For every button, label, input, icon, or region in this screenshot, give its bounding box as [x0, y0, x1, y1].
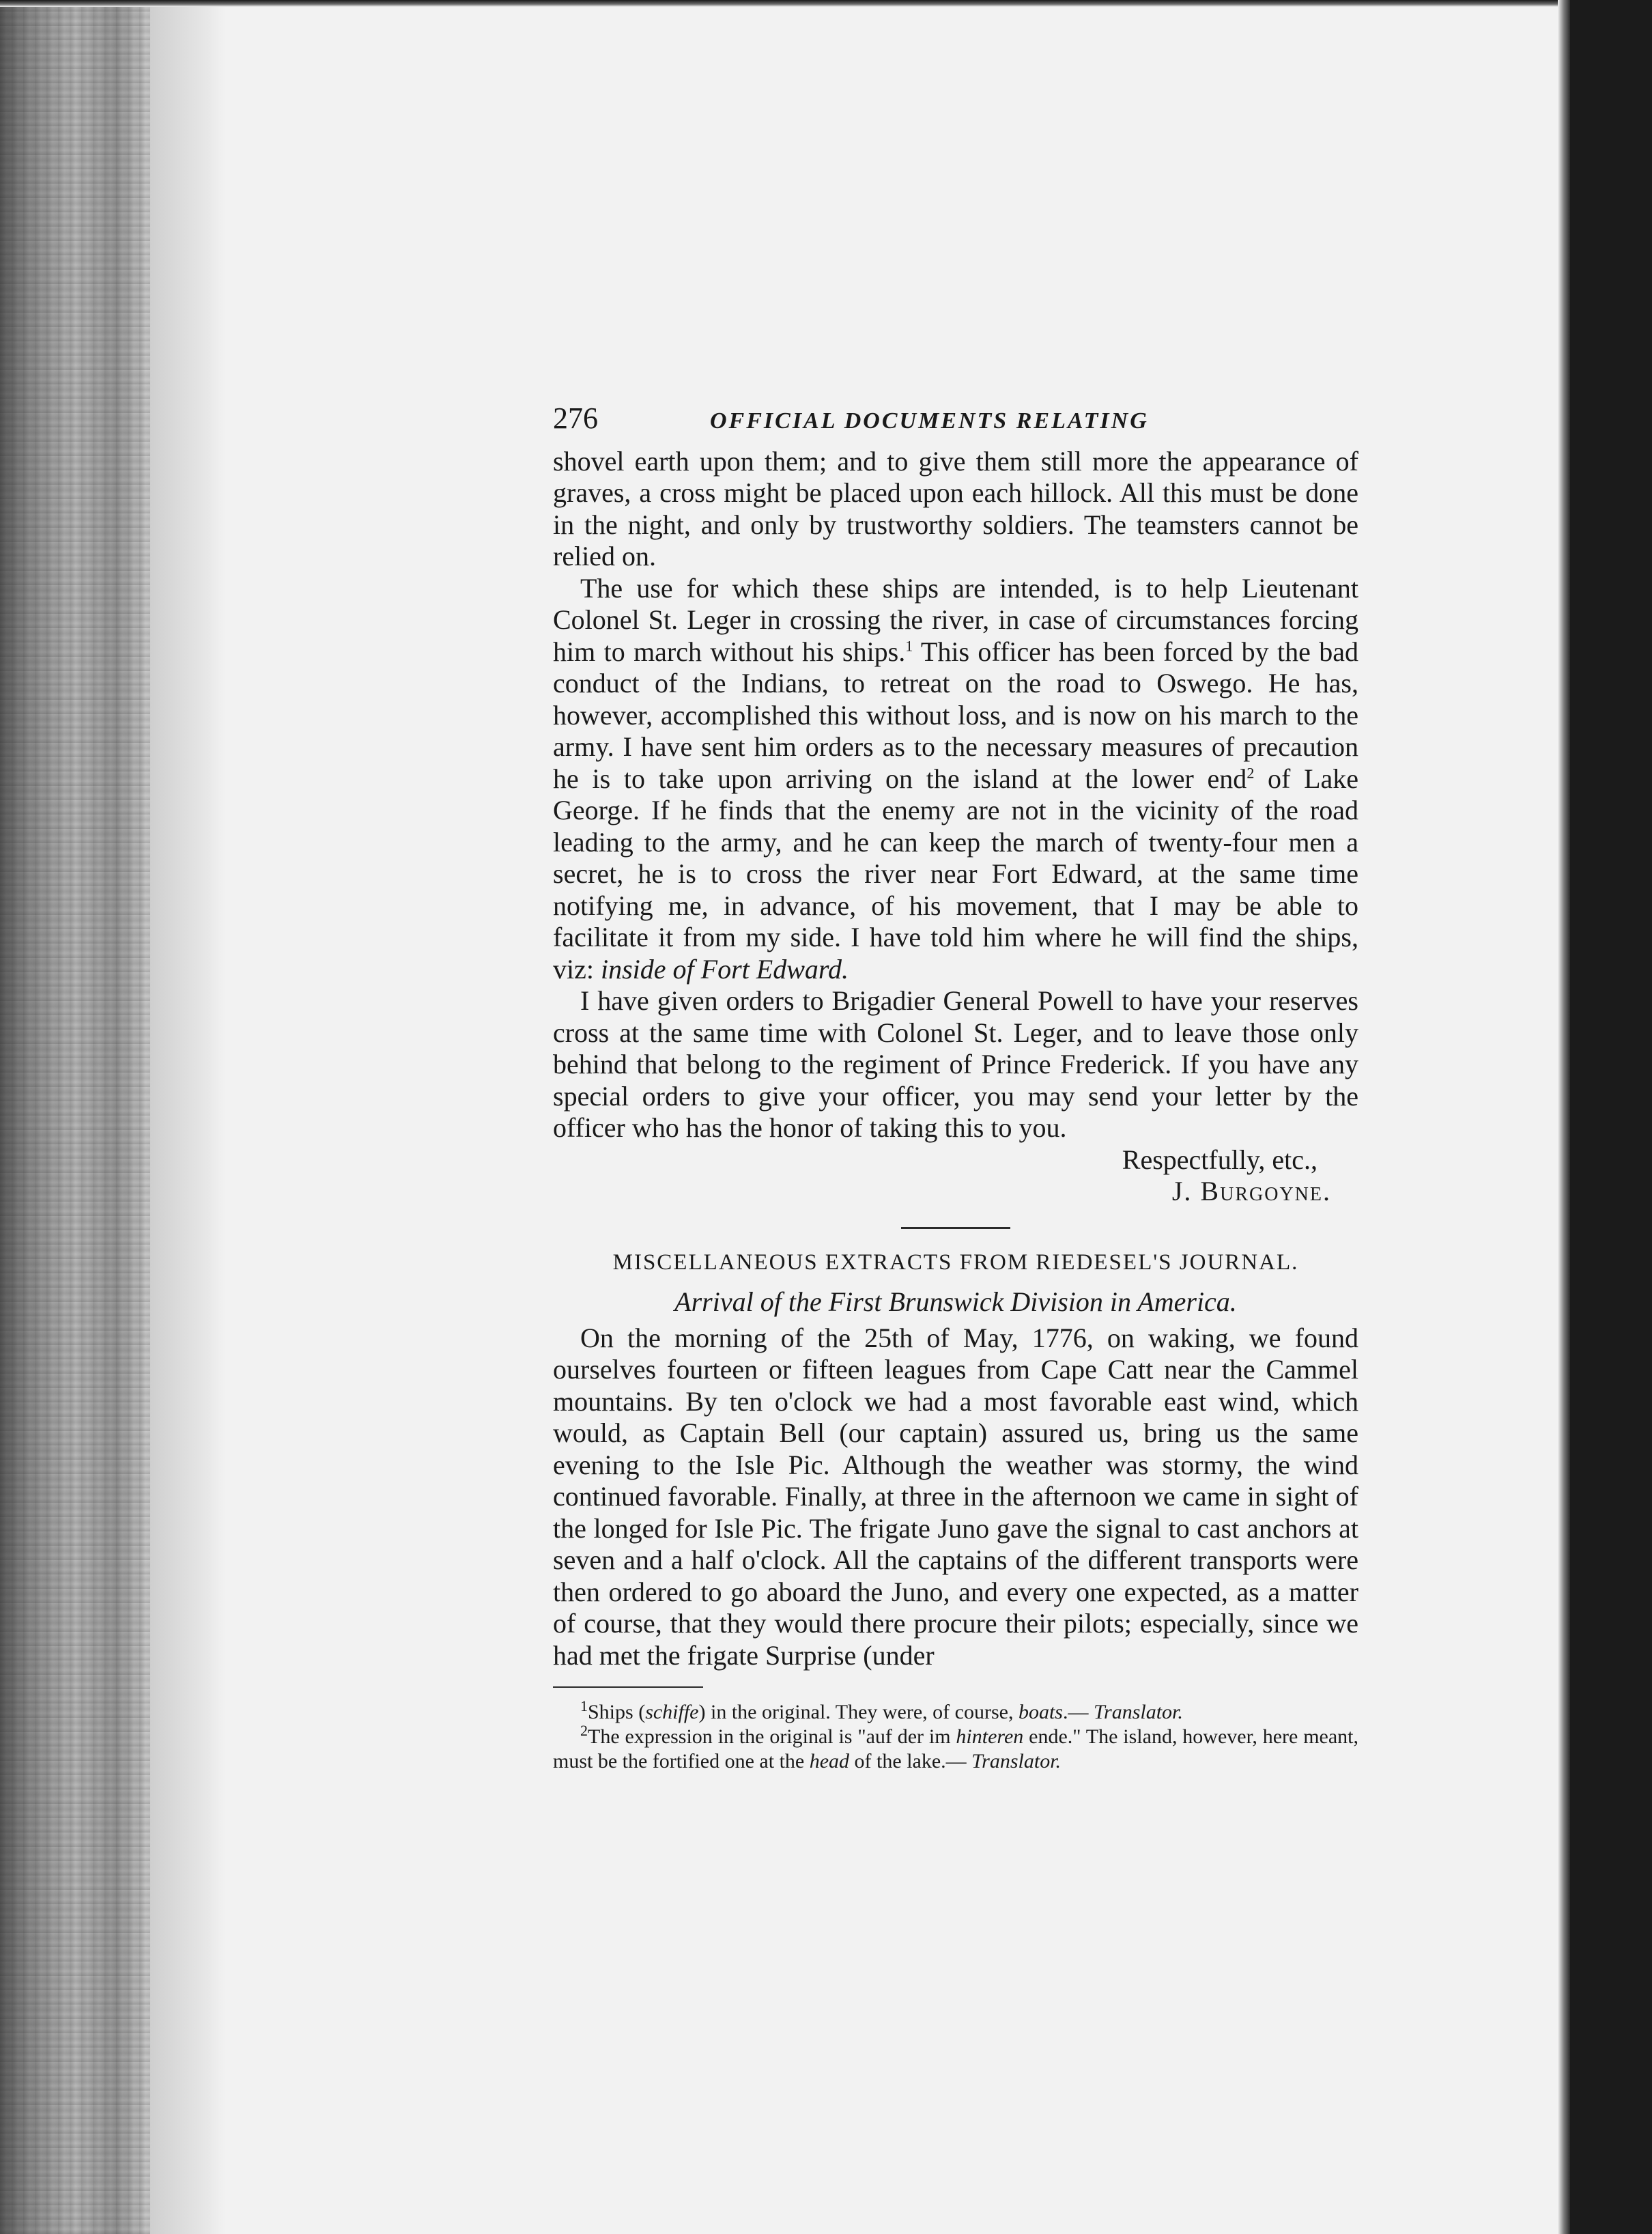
letter-paragraph-1: shovel earth upon them; and to give them still more the appearance of graves, a cross might be placed upon each hillock. All this must be done in the night, and only by trustworthy soldiers. The teamsters cannot be relied on. — [553, 445, 1358, 571]
page-number: 276 — [553, 401, 598, 435]
footnote-1-text: ) in the original. They were, of course, — [698, 1701, 1019, 1723]
footnote-1 — [553, 1697, 1358, 1725]
footnote-2-italic: Translator. — [971, 1750, 1062, 1772]
footnote-2-italic: head — [809, 1750, 850, 1772]
footnote-1-mark: 1 — [580, 1697, 588, 1714]
footnote-2-text: of the lake.— — [849, 1750, 972, 1772]
book-page — [553, 403, 1358, 1774]
footnote-2-italic: hinteren — [956, 1725, 1024, 1748]
footnote-2 — [553, 1722, 1358, 1774]
letter-paragraph-2-text-a: The use for which these ships are intended, is to help Lieutenant Colonel St. Leger in crossing the river, in case of circumstances forcing him to march without his ships. — [553, 572, 1358, 667]
letter-paragraph-3: I have given orders to Brigadier General Powell to have your reserves cross at the same time with Colonel St. Leger, and to leave those only behind that belong to the regiment of Prince Frederick. If you have any special orders to give your officer, you may send your letter by the officer who has the honor of taking this to you. — [553, 985, 1358, 1143]
scan-top-edge — [0, 0, 1652, 7]
letter-paragraph-2-text-b: This officer has been forced by the bad conduct of the Indians, to retreat on the road to Oswego. He has, however, accomplished this without loss, and is now on his march to the army. I have sent him orders as to the necessary measures of precaution he is to take upon arriving on the island at the lower end — [553, 636, 1358, 794]
section-title: MISCELLANEOUS EXTRACTS FROM RIEDESEL'S JOURNAL. — [612, 1249, 1299, 1275]
footnote-1-italic: Translator. — [1093, 1701, 1183, 1723]
letter-closing: Respectfully, etc., — [1122, 1144, 1318, 1175]
footnote-1-italic: schiffe — [645, 1701, 699, 1723]
footnote-1-text: .— — [1062, 1701, 1094, 1723]
letter-italic-location: inside of Fort Edward. — [600, 953, 849, 985]
footnote-2-text: The expression in the original is "auf der im — [588, 1725, 956, 1748]
letter-signature: J. Burgoyne. — [1171, 1176, 1331, 1206]
footnotes — [553, 1697, 1358, 1774]
journal-paragraph: On the morning of the 25th of May, 1776, on waking, we found ourselves fourteen or fifteen leagues from Cape Catt near the Cammel mountains. By ten o'clock we had a most favorable east wind, which would, as Captain Bell (our captain) assured us, bring us the same evening to the Isle Pic. Although the weather was stormy, the wind continued favorable. Finally, at three in the afternoon we came in sight of the longed for Isle Pic. The frigate Juno gave the signal to cast anchors at seven and a half o'clock. All the captains of the different transports were then ordered to go aboard the Juno, and every one expected, as a matter of course, that they would there procure their pilots; especially, since we had met the frigate Surprise (under — [553, 1322, 1358, 1671]
section-divider — [901, 1227, 1010, 1229]
footnote-2-mark: 2 — [580, 1722, 588, 1739]
footnote-divider — [553, 1686, 703, 1688]
page-fold — [1558, 0, 1570, 2234]
footnote-ref-1: 1 — [905, 637, 913, 655]
scan-right-edge — [1570, 0, 1652, 2234]
footnote-1-text: Ships ( — [588, 1701, 646, 1723]
letter-paragraph-2-text-c: of Lake George. If he finds that the enemy are not in the vicinity of the road leading to the army, and he can keep the march of twenty-four men a secret, he is to cross the river near Fort Edward, at the same time notifying me, in advance, of his movement, that I may be able to facilitate it from my side. I have told him where he will find the ships, viz: — [553, 763, 1359, 985]
page-stack-texture — [0, 0, 150, 2234]
footnote-1-italic: boats — [1018, 1701, 1063, 1723]
letter-paragraph-2 — [553, 573, 1358, 986]
running-head: OFFICIAL DOCUMENTS RELATING — [710, 408, 1149, 434]
section-subtitle: Arrival of the First Brunswick Division in America. — [674, 1286, 1237, 1317]
page-header — [553, 403, 1358, 438]
footnote-2-text: ende." The island, however, here meant, must be the fortified one at the — [553, 1725, 1358, 1772]
footnote-ref-2: 2 — [1247, 764, 1255, 782]
